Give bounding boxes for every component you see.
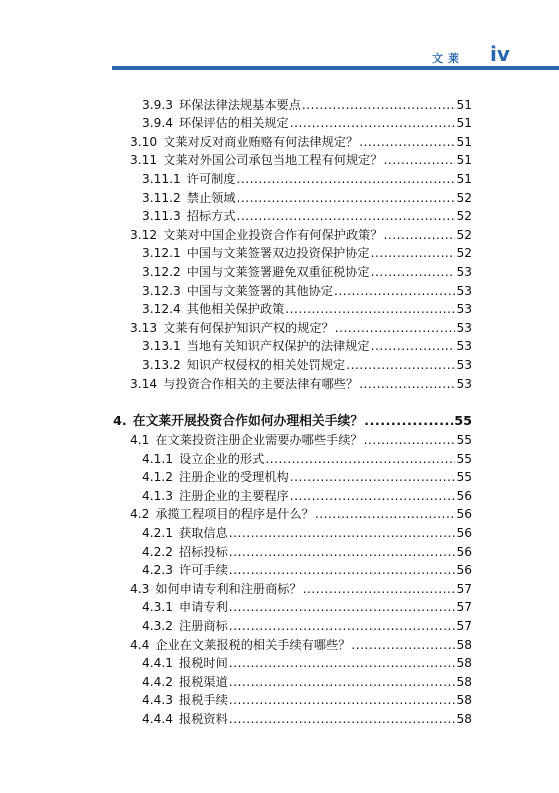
toc-leader-dots xyxy=(229,545,455,559)
toc-entry-number: 3.12.3 xyxy=(142,283,181,298)
toc-entry-title: 企业在文莱报税的相关手续有哪些？ xyxy=(155,637,351,652)
toc-entry-number: 3.13.1 xyxy=(142,339,181,354)
toc-leader-dots xyxy=(335,321,455,335)
toc-entry[interactable] xyxy=(0,707,559,726)
toc-entry[interactable] xyxy=(0,167,559,186)
toc-entry-number: 4.4 xyxy=(130,637,150,652)
toc-leader-dots xyxy=(229,600,455,614)
toc-entry-number: 4.4.3 xyxy=(142,693,174,708)
toc-entry-page: 55 xyxy=(456,470,472,485)
toc-entry-title: 环保法律法规基本要点 xyxy=(179,97,301,112)
toc-entry-number: 3.13.2 xyxy=(142,357,181,372)
toc-entry-number: 4.2.3 xyxy=(142,563,174,578)
toc-entry-title: 在文莱开展投资合作如何办理相关手续？ xyxy=(132,413,364,429)
toc-entry-number: 3.12.4 xyxy=(142,302,181,317)
toc-entry-title: 申请专利 xyxy=(179,600,228,615)
toc-entry-page: 57 xyxy=(456,581,472,596)
toc-entry-number: 3.9.3 xyxy=(142,97,174,112)
toc-entry[interactable] xyxy=(0,205,559,224)
toc-entry-title: 注册企业的主要程序 xyxy=(179,488,289,503)
toc-entry-number: 4.1.1 xyxy=(142,451,174,466)
toc-leader-dots xyxy=(290,470,455,484)
toc-leader-dots xyxy=(371,265,455,279)
toc-entry-title: 获取信息 xyxy=(179,526,228,541)
toc-leader-dots xyxy=(237,191,455,205)
toc-entry-title: 环保评估的相关规定 xyxy=(179,116,289,131)
toc-entry[interactable] xyxy=(0,130,559,149)
toc-leader-dots xyxy=(229,693,455,707)
toc-entry[interactable] xyxy=(0,652,559,671)
toc-entry-number: 3.11.3 xyxy=(142,209,181,224)
header-rule xyxy=(112,66,559,70)
toc-entry[interactable] xyxy=(0,466,559,485)
toc-leader-dots xyxy=(384,153,455,167)
toc-entry-number: 3.11.2 xyxy=(142,190,181,205)
toc-entry-page: 56 xyxy=(456,507,472,522)
toc-entry-title: 知识产权侵权的相关处罚规定 xyxy=(186,357,346,372)
toc-entry-page: 53 xyxy=(456,357,472,372)
toc-leader-dots xyxy=(290,116,455,130)
toc-entry-number: 3.13 xyxy=(130,320,158,335)
toc-entry-number: 4.3.2 xyxy=(142,619,174,634)
toc-leader-dots xyxy=(285,302,455,316)
toc-entry-number: 4. xyxy=(113,413,127,429)
toc-leader-dots xyxy=(290,489,455,503)
toc-entry-number: 3.11.1 xyxy=(142,171,181,186)
toc-leader-dots xyxy=(351,638,455,652)
toc-leader-dots xyxy=(229,675,455,689)
toc-leader-dots xyxy=(371,339,455,353)
toc-entry-title: 招标方式 xyxy=(186,209,236,224)
toc-entry-number: 4.1 xyxy=(130,433,150,448)
toc-entry-page: 55 xyxy=(454,413,472,429)
toc-entry-title: 与投资合作相关的主要法律有哪些？ xyxy=(163,376,359,391)
toc-entry[interactable] xyxy=(0,521,559,540)
toc-entry-title: 文莱对反对商业贿赂有何法律规定？ xyxy=(163,134,359,149)
toc-entry-number: 4.4.4 xyxy=(142,712,174,726)
toc-entry-page: 53 xyxy=(456,339,472,354)
toc-leader-dots xyxy=(229,563,455,577)
toc-entry-title: 注册商标 xyxy=(179,619,228,634)
toc-leader-dots xyxy=(265,452,455,466)
toc-entry-title: 注册企业的受理机构 xyxy=(179,470,289,485)
toc-entry-page: 55 xyxy=(456,451,472,466)
toc-leader-dots xyxy=(371,246,455,260)
toc-entry[interactable] xyxy=(0,689,559,708)
toc-entry-page: 57 xyxy=(456,600,472,615)
page-header xyxy=(0,0,559,75)
toc-entry-page: 53 xyxy=(456,302,472,317)
toc-entry-page: 56 xyxy=(456,563,472,578)
toc-entry-page: 57 xyxy=(456,619,472,634)
toc-entry[interactable] xyxy=(0,260,559,279)
toc-entry-title: 中国与文莱签署避免双重征税协定 xyxy=(186,264,370,279)
toc-entry-title: 禁止领域 xyxy=(186,190,236,205)
toc-entry-title: 中国与文莱签署双边投资保护协定 xyxy=(186,246,370,261)
toc-entry-title: 如何申请专利和注册商标？ xyxy=(155,581,302,596)
toc-entry[interactable] xyxy=(0,503,559,522)
toc-entry-title: 在文莱投资注册企业需要办哪些手续？ xyxy=(155,433,363,448)
toc-entry-page: 56 xyxy=(456,526,472,541)
toc-entry[interactable] xyxy=(0,372,559,391)
toc-leader-dots xyxy=(315,507,455,521)
toc-entry-number: 4.4.1 xyxy=(142,656,174,671)
toc-entry[interactable] xyxy=(0,316,559,335)
toc-entry-page: 52 xyxy=(456,190,472,205)
toc-entry[interactable] xyxy=(0,186,559,205)
toc-leader-dots xyxy=(302,98,455,112)
toc-entry[interactable] xyxy=(0,93,559,112)
toc-entry-page: 53 xyxy=(456,264,472,279)
toc-entry-page: 51 xyxy=(456,134,472,149)
toc-entry-page: 51 xyxy=(456,116,472,131)
toc-entry[interactable] xyxy=(0,540,559,559)
toc-entry-page: 58 xyxy=(456,656,472,671)
toc-entry-page: 56 xyxy=(456,544,472,559)
toc-entry-page: 52 xyxy=(456,246,472,261)
toc-entry-page: 53 xyxy=(456,283,472,298)
toc-entry-number: 3.12.2 xyxy=(142,264,181,279)
toc-entry-page: 51 xyxy=(456,153,472,168)
toc-chapter-entry[interactable] xyxy=(0,403,559,429)
toc-entry-page: 53 xyxy=(456,376,472,391)
toc-entry-title: 文莱对中国企业投资合作有何保护政策？ xyxy=(163,227,383,242)
toc-entry-title: 许可制度 xyxy=(186,171,236,186)
toc-entry[interactable] xyxy=(0,596,559,615)
toc-entry-title: 报税手续 xyxy=(179,693,228,708)
toc-entry[interactable] xyxy=(0,633,559,652)
table-of-contents xyxy=(0,93,559,726)
toc-entry-title: 报税时间 xyxy=(179,656,228,671)
toc-entry-page: 51 xyxy=(456,171,472,186)
toc-entry-number: 3.12.1 xyxy=(142,246,181,261)
toc-entry-title: 招标投标 xyxy=(179,544,228,559)
toc-leader-dots xyxy=(229,526,455,540)
toc-leader-dots xyxy=(237,209,455,223)
toc-entry[interactable] xyxy=(0,614,559,633)
toc-leader-dots xyxy=(364,433,455,447)
toc-leader-dots xyxy=(229,656,455,670)
toc-entry-page: 58 xyxy=(456,712,472,726)
toc-entry-title: 报税资料 xyxy=(179,712,228,726)
toc-entry-number: 3.11 xyxy=(130,153,158,168)
running-header-country: 文莱 xyxy=(432,52,464,65)
toc-entry-number: 4.3 xyxy=(130,581,150,596)
toc-entry-number: 3.12 xyxy=(130,227,158,242)
toc-leader-dots xyxy=(346,358,455,372)
toc-entry[interactable] xyxy=(0,335,559,354)
toc-entry[interactable] xyxy=(0,112,559,131)
toc-entry-title: 当地有关知识产权保护的法律规定 xyxy=(186,339,370,354)
toc-entry-number: 3.9.4 xyxy=(142,116,174,131)
toc-entry-title: 许可手续 xyxy=(179,563,228,578)
toc-leader-dots xyxy=(359,135,455,149)
toc-leader-dots xyxy=(229,619,455,633)
toc-entry[interactable] xyxy=(0,242,559,261)
toc-entry-number: 4.1.3 xyxy=(142,488,174,503)
toc-entry-page: 58 xyxy=(456,674,472,689)
toc-entry-number: 4.2.2 xyxy=(142,544,174,559)
toc-entry-title: 文莱对外国公司承包当地工程有何规定？ xyxy=(163,153,383,168)
toc-entry[interactable] xyxy=(0,298,559,317)
toc-entry-number: 4.1.2 xyxy=(142,470,174,485)
toc-entry[interactable] xyxy=(0,559,559,578)
toc-entry-title: 文莱有何保护知识产权的规定？ xyxy=(163,320,334,335)
toc-entry-number: 4.2 xyxy=(130,507,150,522)
toc-entry-page: 58 xyxy=(456,693,472,708)
toc-entry[interactable] xyxy=(0,149,559,168)
toc-entry-number: 3.14 xyxy=(130,376,158,391)
toc-entry-title: 中国与文莱签署的其他协定 xyxy=(186,283,334,298)
toc-entry[interactable] xyxy=(0,353,559,372)
toc-entry-number: 4.4.2 xyxy=(142,674,174,689)
toc-entry-number: 4.2.1 xyxy=(142,526,174,541)
toc-entry[interactable] xyxy=(0,447,559,466)
page-number: iv xyxy=(490,42,510,66)
toc-entry[interactable] xyxy=(0,279,559,298)
toc-entry-page: 53 xyxy=(456,320,472,335)
toc-entry-page: 52 xyxy=(456,227,472,242)
toc-entry-title: 设立企业的形式 xyxy=(179,451,265,466)
toc-entry-title: 承揽工程项目的程序是什么？ xyxy=(155,507,314,522)
toc-entry-number: 4.3.1 xyxy=(142,600,174,615)
toc-entry-number: 3.10 xyxy=(130,134,158,149)
toc-leader-dots xyxy=(364,415,455,429)
toc-leader-dots xyxy=(334,284,455,298)
toc-entry-page: 58 xyxy=(456,637,472,652)
toc-leader-dots xyxy=(303,582,455,596)
toc-entry[interactable] xyxy=(0,670,559,689)
toc-leader-dots xyxy=(237,172,455,186)
toc-entry-page: 55 xyxy=(456,433,472,448)
toc-entry[interactable] xyxy=(0,577,559,596)
toc-entry-page: 51 xyxy=(456,97,472,112)
toc-entry[interactable] xyxy=(0,429,559,448)
toc-entry-page: 56 xyxy=(456,488,472,503)
toc-entry[interactable] xyxy=(0,223,559,242)
toc-entry-page: 52 xyxy=(456,209,472,224)
toc-leader-dots xyxy=(384,228,455,242)
toc-leader-dots xyxy=(229,712,455,726)
toc-entry[interactable] xyxy=(0,484,559,503)
toc-entry-title: 其他相关保护政策 xyxy=(186,302,285,317)
toc-leader-dots xyxy=(359,377,455,391)
toc-entry-title: 报税渠道 xyxy=(179,674,228,689)
